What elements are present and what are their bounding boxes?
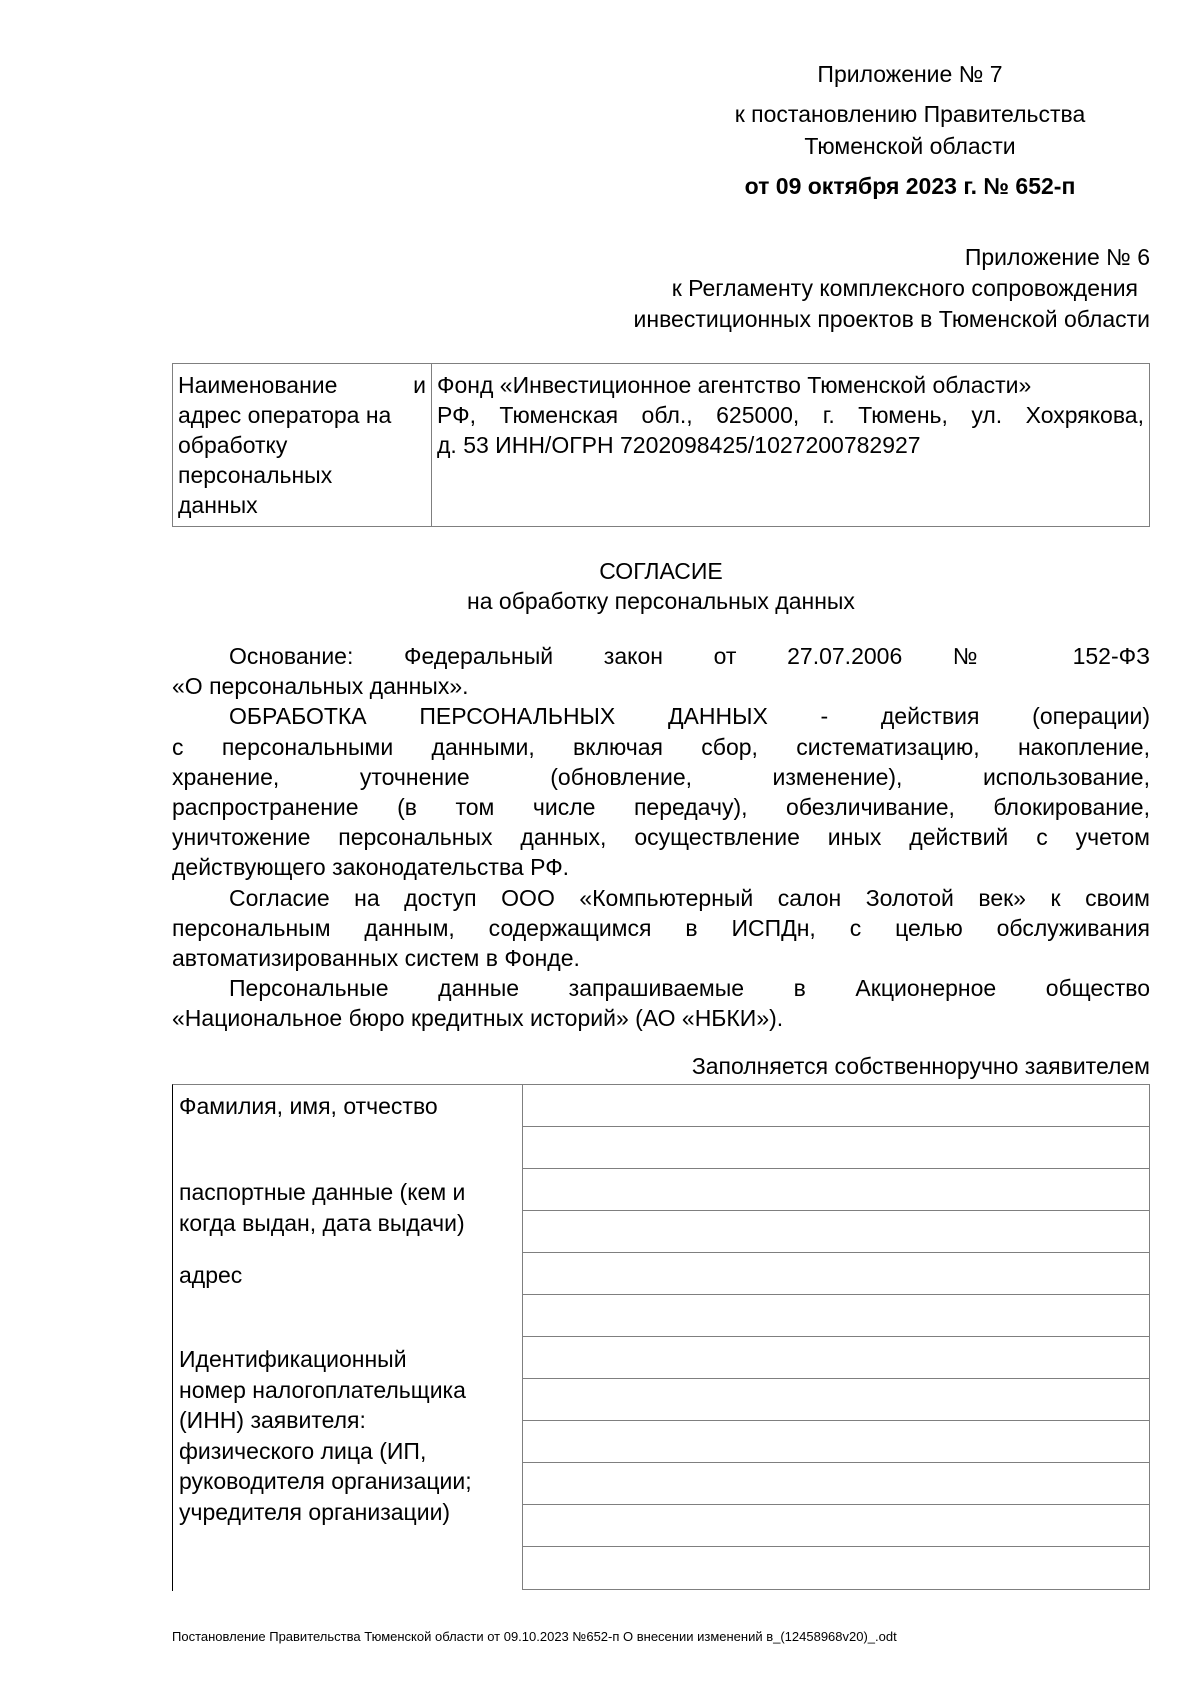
operator-label-line: обработку bbox=[178, 432, 288, 458]
appendix-6-header bbox=[500, 242, 1150, 335]
inn-label-line: руководителя организации; bbox=[179, 1468, 472, 1494]
operator-label-cell bbox=[173, 364, 432, 527]
inn-input-line[interactable] bbox=[523, 1546, 1149, 1591]
consent-title: СОГЛАСИЕ bbox=[599, 558, 723, 584]
consent-subtitle: на обработку персональных данных bbox=[467, 588, 855, 614]
inn-label-line: Идентификационный bbox=[179, 1346, 407, 1372]
inn-input-line[interactable] bbox=[523, 1336, 1149, 1379]
inn-input-line[interactable] bbox=[523, 1504, 1149, 1547]
operator-label-line: данных bbox=[178, 492, 258, 518]
inn-input-line[interactable] bbox=[523, 1462, 1149, 1505]
processing-line: уничтожение персональных данных, осуществление иных действий с учетом bbox=[172, 824, 1150, 851]
fio-input-line[interactable] bbox=[523, 1085, 1149, 1126]
resolution-date: от 09 октября 2023 г. № 652-п bbox=[744, 173, 1076, 199]
inn-label-line: номер налогоплательщика bbox=[179, 1376, 466, 1403]
appendix-7-title: Приложение № 7 bbox=[817, 61, 1003, 87]
personal-data-line: «Национальное бюро кредитных историй» (АО «НБКИ»). bbox=[172, 1005, 784, 1032]
basis-line: Основание: Федеральный закон от 27.07.2006 № 152-ФЗ bbox=[229, 643, 1150, 669]
operator-table bbox=[172, 363, 1150, 527]
passport-label-line: паспортные данные (кем и bbox=[179, 1179, 466, 1205]
appendix-6-title: Приложение № 6 bbox=[964, 244, 1150, 270]
consent-heading bbox=[172, 556, 1150, 616]
address-label: адрес bbox=[179, 1262, 243, 1288]
processing-line: распространение (в том числе передачу), обезличивание, блокирование, bbox=[172, 794, 1150, 821]
fio-label: Фамилия, имя, отчество bbox=[179, 1093, 438, 1119]
operator-value-cell bbox=[432, 364, 1150, 527]
address-input-line[interactable] bbox=[523, 1252, 1149, 1295]
applicant-form-table bbox=[172, 1084, 1151, 1590]
address-input-line[interactable] bbox=[523, 1294, 1149, 1337]
inn-label-line: (ИНН) заявителя: bbox=[179, 1407, 366, 1433]
operator-label-line: персональных bbox=[178, 462, 333, 488]
form-input-column bbox=[522, 1084, 1150, 1590]
resolution-line-2: Тюменской области bbox=[804, 133, 1016, 159]
basis-line: «О персональных данных». bbox=[172, 673, 469, 700]
operator-value-line: Фонд «Инвестиционное агентство Тюменской области» bbox=[437, 372, 1032, 398]
passport-input-line[interactable] bbox=[523, 1168, 1149, 1211]
access-line: автоматизированных систем в Фонде. bbox=[172, 945, 580, 972]
processing-line: с персональными данными, включая сбор, систематизацию, накопление, bbox=[172, 733, 1150, 760]
inn-label-line: физического лица (ИП, bbox=[179, 1437, 427, 1464]
passport-label-line: когда выдан, дата выдачи) bbox=[179, 1209, 465, 1236]
processing-line: действующего законодательства РФ. bbox=[172, 854, 570, 881]
passport-label bbox=[179, 1177, 465, 1238]
operator-label-line: Наименование и bbox=[178, 372, 426, 398]
operator-value-line: д. 53 ИНН/ОГРН 7202098425/1027200782927 bbox=[437, 432, 921, 458]
operator-label-line: адрес оператора на bbox=[178, 402, 392, 428]
regulation-line-2: инвестиционных проектов в Тюменской области bbox=[633, 306, 1150, 332]
consent-body bbox=[172, 641, 1150, 1034]
access-line: Согласие на доступ ООО «Компьютерный салон Золотой век» к своим bbox=[229, 884, 1150, 911]
resolution-line-1: к постановлению Правительства bbox=[734, 101, 1086, 127]
inn-input-line[interactable] bbox=[523, 1378, 1149, 1421]
passport-input-line[interactable] bbox=[523, 1210, 1149, 1253]
personal-data-line: Персональные данные запрашиваемые в Акционерное общество bbox=[229, 975, 1150, 1002]
operator-value-line: РФ, Тюменская обл., 625000, г. Тюмень, ул. Хохрякова, bbox=[437, 402, 1144, 428]
regulation-line-1: к Регламенту комплексного сопровождения bbox=[671, 275, 1138, 301]
access-line: персональным данным, содержащимся в ИСПДн, с целью обслуживания bbox=[172, 914, 1150, 941]
processing-line: хранение, уточнение (обновление, изменение), использование, bbox=[172, 763, 1150, 790]
fio-input-line[interactable] bbox=[523, 1126, 1149, 1169]
inn-label-line: учредителя организации) bbox=[179, 1498, 451, 1525]
document-footer: Постановление Правительства Тюменской области от 09.10.2023 №652-п О внесении изменений в_(12458968v20)_.odt bbox=[172, 1629, 897, 1644]
appendix-7-header bbox=[700, 58, 1120, 202]
inn-input-line[interactable] bbox=[523, 1420, 1149, 1463]
processing-line: ОБРАБОТКА ПЕРСОНАЛЬНЫХ ДАННЫХ - действия (операции) bbox=[229, 703, 1150, 730]
inn-label bbox=[179, 1344, 472, 1527]
fill-by-hand-note: Заполняется собственноручно заявителем bbox=[691, 1053, 1150, 1079]
form-label-column bbox=[172, 1084, 523, 1591]
